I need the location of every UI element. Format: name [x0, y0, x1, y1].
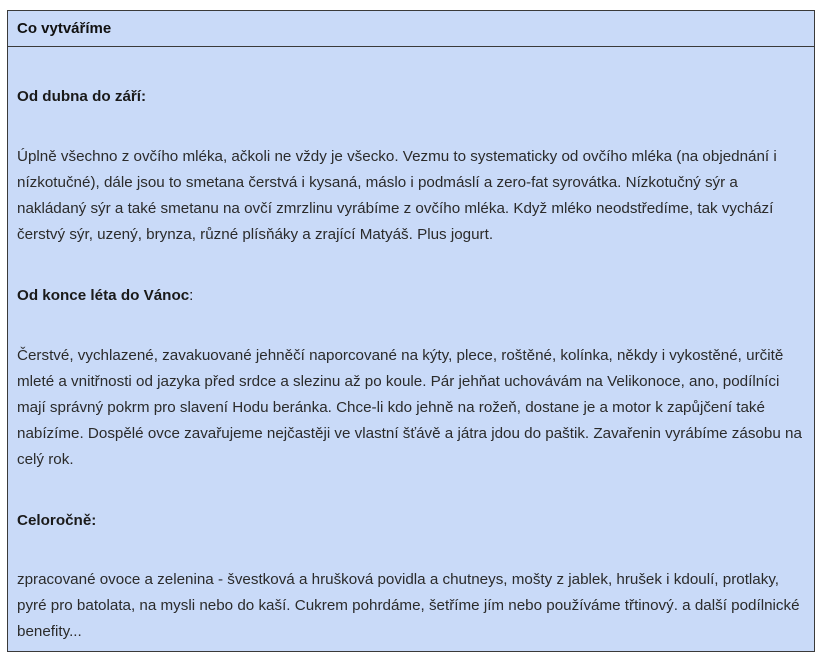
section-text-spring: Úplně všechno z ovčího mléka, ačkoli ne vždy je všecko. Vezmu to systematicky od ovčího mléka (na objednání i nízkotučné), dále jsou to smetana čerstvá i kysaná, máslo i podmáslí a zero-fat syrovátka. Nízkotučný sýr a nakládaný sýr a také smetanu na ovčí zmrzlinu vyrábíme z ovčího mléka. Když mléko neodstředíme, tak vychází čerstvý sýr, uzený, brynza, různé plísňáky a zrající Matyáš. Plus jogurt. — [17, 148, 777, 243]
section-heading-text: Celoročně: — [17, 512, 97, 529]
content-panel — [7, 10, 815, 652]
panel-header — [8, 11, 814, 47]
section-heading-spring — [17, 84, 806, 110]
section-text-autumn: Čerstvé, vychlazené, zavakuované jehněčí naporcované na kýty, plece, roštěné, kolínka, někdy i vykostěné, určitě mleté a vnitřnosti od jazyka před srdce a slezinu až po koule. Pár jehňat uchovávám na Velikonoce, ano, podílníci mají správný pokrm pro slavení Hodu beránka. Chce-li kdo jehně na rožeň, dostane je a motor k zapůjčení také nabízíme. Dospělé ovce zavařujeme nejčastěji ve vlastní šťávě a játra jdou do paštik. Zavařenin vyrábíme zásobu na celý rok. — [17, 347, 802, 468]
section-heading-text: Od konce léta do Vánoc — [17, 287, 190, 304]
section-heading-autumn — [17, 283, 806, 309]
section-heading-suffix: : — [189, 287, 194, 304]
panel-body — [8, 84, 814, 645]
section-heading-text: Od dubna do září: — [17, 88, 147, 105]
section-heading-yearround — [17, 508, 806, 534]
panel-title: Co vytváříme — [17, 20, 112, 37]
section-text-yearround: zpracované ovoce a zelenina - švestková a hrušková povidla a chutneys, mošty z jablek, hrušek i kdoulí, protlaky, pyré pro batolata, na mysli nebo do kaší. Cukrem pohrdáme, šetříme jím nebo používáme třtinový. a další podílnické benefity... — [17, 571, 800, 640]
